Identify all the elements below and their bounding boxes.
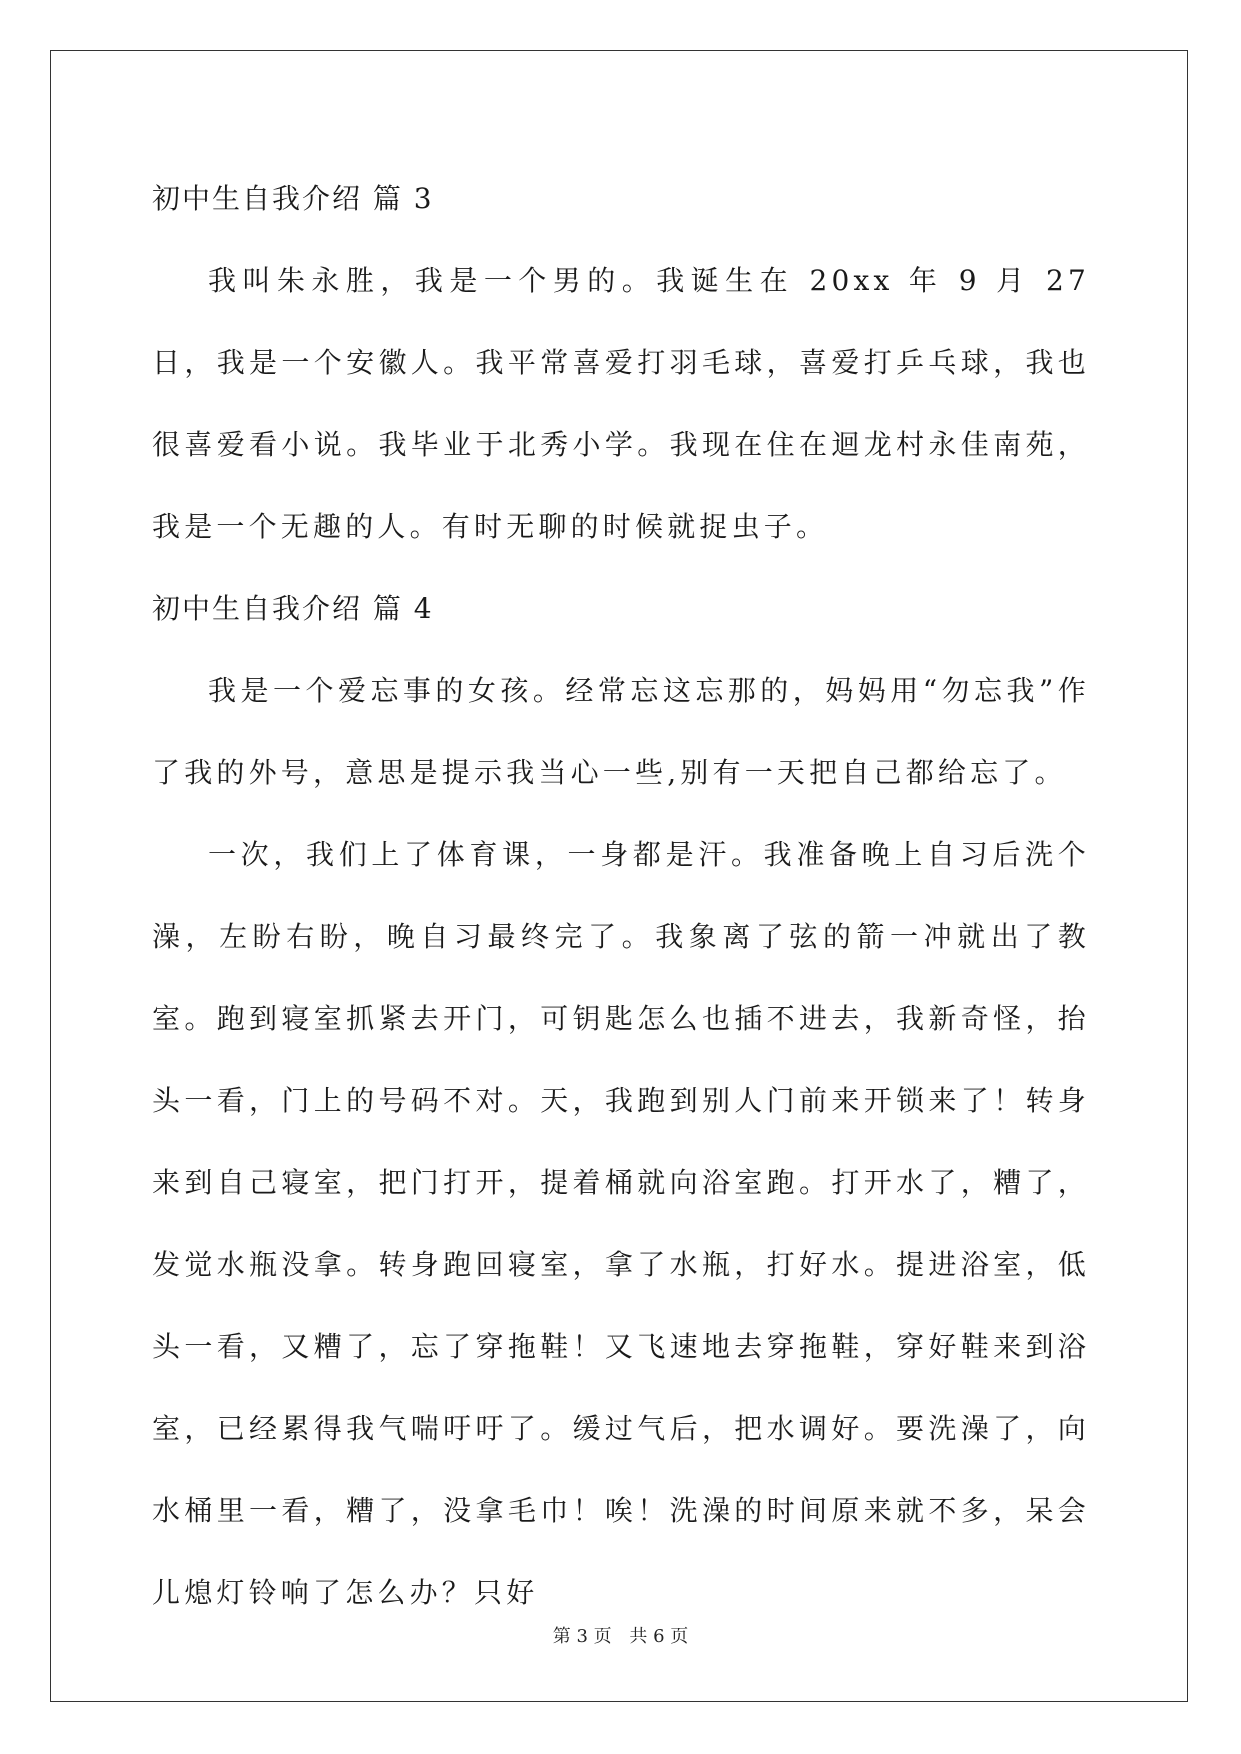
page-total: 共 6 页: [629, 1626, 689, 1647]
document-body: [152, 158, 1090, 1634]
page-number: 第 3 页: [552, 1626, 612, 1647]
section-heading-3: 初中生自我介绍 篇 3: [152, 182, 434, 215]
section-heading-4: 初中生自我介绍 篇 4: [152, 592, 434, 625]
page-footer: [0, 1622, 1241, 1648]
section-3-paragraph-1: 我叫朱永胜，我是一个男的。我诞生在 20xx 年 9 月 27 日，我是一个安徽人。我平常喜爱打羽毛球，喜爱打乒乓球，我也很喜爱看小说。我毕业于北秀小学。我现在住在迴龙村永佳南苑，我是一个无趣的人。有时无聊的时候就捉虫子。: [152, 264, 1090, 543]
section-4-paragraph-2: 一次，我们上了体育课，一身都是汗。我准备晚上自习后洗个澡，左盼右盼，晚自习最终完了。我象离了弦的箭一冲就出了教室。跑到寝室抓紧去开门，可钥匙怎么也插不进去，我新奇怪，抬头一看，门上的号码不对。天，我跑到别人门前来开锁来了！转身来到自己寝室，把门打开，提着桶就向浴室跑。打开水了，糟了，发觉水瓶没拿。转身跑回寝室，拿了水瓶，打好水。提进浴室，低头一看，又糟了，忘了穿拖鞋！又飞速地去穿拖鞋，穿好鞋来到浴室，已经累得我气喘吁吁了。缓过气后，把水调好。要洗澡了，向水桶里一看，糟了，没拿毛巾！唉！洗澡的时间原来就不多，呆会儿熄灯铃响了怎么办？只好: [152, 838, 1090, 1609]
section-4-paragraph-1: 我是一个爱忘事的女孩。经常忘这忘那的，妈妈用“勿忘我”作了我的外号，意思是提示我当心一些,别有一天把自己都给忘了。: [152, 674, 1090, 789]
